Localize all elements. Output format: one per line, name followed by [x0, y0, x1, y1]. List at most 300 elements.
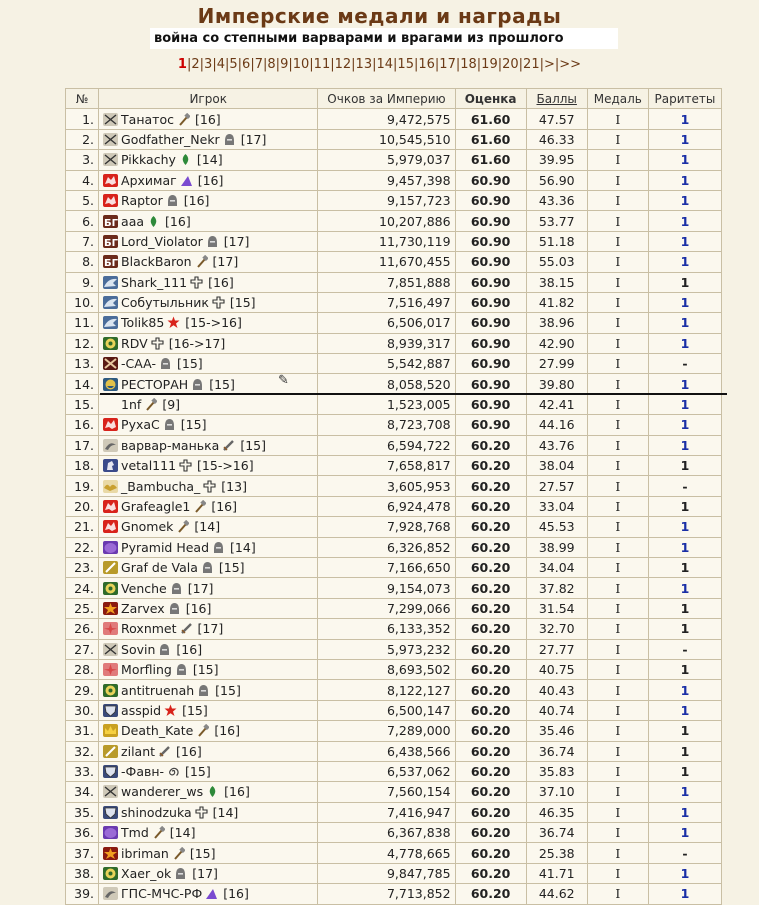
score-cell: 60.90	[455, 415, 526, 435]
score-cell: 60.20	[455, 435, 526, 455]
table-row	[66, 680, 722, 700]
player-level: [15]	[218, 560, 245, 576]
swords-clan-icon	[103, 112, 121, 127]
player-name-link[interactable]: РухаС	[121, 417, 160, 433]
rarities-cell: 1	[648, 456, 721, 476]
page-link-2[interactable]: 2	[191, 57, 200, 72]
table-row	[66, 537, 722, 557]
score-cell: 60.90	[455, 231, 526, 251]
player-name-link[interactable]: Death_Kate	[121, 723, 194, 739]
rarities-cell: 1	[648, 252, 721, 272]
balls-cell: 39.80	[526, 374, 587, 394]
rank-cell: 32.	[66, 741, 99, 761]
rank-cell: 11.	[66, 313, 99, 333]
player-name-link[interactable]: -Фавн-	[121, 764, 165, 780]
bg-clan-icon	[103, 234, 121, 249]
player-name-link[interactable]: wanderer_ws	[121, 784, 204, 800]
table-row	[66, 354, 722, 374]
rarities-cell: 1	[648, 394, 721, 414]
balls-cell: 38.96	[526, 313, 587, 333]
player-cell	[99, 782, 318, 802]
score-cell: 60.20	[455, 456, 526, 476]
page-link-17[interactable]: 17	[439, 57, 456, 72]
header-points: Очков за Империю	[318, 89, 455, 109]
player-name-link[interactable]: Собутыльник	[121, 295, 209, 311]
player-level: [14]	[194, 519, 221, 535]
score-cell: 60.20	[455, 598, 526, 618]
balls-cell: 56.90	[526, 170, 587, 190]
points-cell: 7,560,154	[318, 782, 455, 802]
qualification-divider	[100, 393, 727, 395]
hammer-icon	[169, 846, 188, 861]
medal-cell: I	[587, 150, 648, 170]
player-name-link[interactable]: Graf de Vala	[121, 560, 198, 576]
player-cell	[99, 761, 318, 781]
score-cell: 60.20	[455, 639, 526, 659]
hammer-icon	[190, 499, 209, 514]
score-cell: 60.90	[455, 190, 526, 210]
player-cell	[99, 456, 318, 476]
ranking-table	[65, 88, 722, 905]
points-cell: 7,166,650	[318, 557, 455, 577]
table-row	[66, 150, 722, 170]
points-cell: 9,472,575	[318, 109, 455, 129]
score-cell: 60.90	[455, 170, 526, 190]
page-link-11[interactable]: 11	[313, 57, 331, 72]
rank-cell: 20.	[66, 496, 99, 516]
balls-cell: 51.18	[526, 231, 587, 251]
rarities-cell: 1	[648, 761, 721, 781]
medal-cell: I	[587, 211, 648, 231]
page-link-15[interactable]: 15	[397, 57, 414, 72]
balls-cell: 27.57	[526, 476, 587, 496]
rarities-cell: 1	[648, 292, 721, 312]
player-name-link[interactable]: asspid	[121, 702, 162, 718]
shield-clan-icon	[103, 805, 121, 820]
rank-cell: 6.	[66, 211, 99, 231]
player-level: [13]	[221, 478, 247, 494]
sword-y-clan-icon	[103, 744, 121, 759]
medal-cell: I	[587, 721, 648, 741]
table-row	[66, 659, 722, 679]
player-level: [15]	[215, 682, 241, 698]
points-cell: 10,545,510	[318, 129, 455, 149]
player-level: [9]	[162, 397, 181, 413]
page-separator: |	[237, 57, 243, 72]
balls-cell: 55.03	[526, 252, 587, 272]
medal-cell: I	[587, 456, 648, 476]
header-score[interactable]: Оценка	[455, 89, 526, 109]
player-name-link[interactable]: vetal111	[121, 458, 177, 474]
score-cell: 60.20	[455, 517, 526, 537]
points-cell: 8,939,317	[318, 333, 455, 353]
rank-cell: 37.	[66, 843, 99, 863]
player-name-link[interactable]: Sovin	[121, 641, 156, 657]
player-cell	[99, 211, 318, 231]
balls-cell: 38.99	[526, 537, 587, 557]
header-balls-link[interactable]: Баллы	[536, 91, 577, 106]
table-row	[66, 211, 722, 231]
player-cell	[99, 190, 318, 210]
player-level: [16]	[165, 213, 191, 229]
page-link-20[interactable]: 20	[502, 57, 519, 72]
rank-cell: 13.	[66, 354, 99, 374]
page-link-9[interactable]: 9	[280, 57, 289, 72]
rank-cell: 36.	[66, 823, 99, 843]
balls-cell: 47.57	[526, 109, 587, 129]
table-row	[66, 863, 722, 883]
player-level: [15]	[192, 662, 219, 678]
round-clan-icon	[103, 336, 121, 351]
player-name-link[interactable]: Zarvex	[121, 600, 165, 616]
player-name-link[interactable]: aaa	[121, 213, 145, 229]
player-cell	[99, 109, 318, 129]
table-row	[66, 721, 722, 741]
page-last-link[interactable]: >>	[559, 57, 582, 72]
medal-cell: I	[587, 394, 648, 414]
medal-cell: I	[587, 843, 648, 863]
swords-clan-icon	[103, 132, 121, 147]
rank-cell: 5.	[66, 190, 99, 210]
score-cell: 60.20	[455, 761, 526, 781]
score-cell: 60.90	[455, 374, 526, 394]
quill-mark-icon: ✎	[278, 373, 289, 388]
crown-clan-icon	[103, 723, 121, 738]
sword-y-clan-icon	[103, 560, 121, 575]
player-cell	[99, 394, 318, 414]
header-balls[interactable]	[526, 89, 587, 109]
medal-cell: I	[587, 190, 648, 210]
player-name-link[interactable]: Pyramid Head	[121, 539, 210, 555]
cross-x-clan-icon	[103, 356, 121, 371]
medal-cell: I	[587, 578, 648, 598]
beast-clan-icon	[103, 193, 121, 208]
page-separator: |	[212, 57, 217, 72]
balls-cell: 53.77	[526, 211, 587, 231]
player-name-link[interactable]: Venche	[121, 580, 167, 596]
page-link-6[interactable]: 6	[242, 57, 251, 72]
player-cell	[99, 884, 318, 904]
round-clan-icon	[103, 581, 121, 596]
table-row	[66, 313, 722, 333]
points-cell: 9,457,398	[318, 170, 455, 190]
player-level: [17]	[240, 131, 267, 147]
player-cell	[99, 313, 318, 333]
table-row	[66, 598, 722, 618]
medal-cell: I	[587, 639, 648, 659]
page-link-4[interactable]: 4	[216, 57, 225, 72]
points-cell: 5,542,887	[318, 354, 455, 374]
page-separator: |	[554, 57, 560, 72]
points-cell: 8,723,708	[318, 415, 455, 435]
medal-cell: I	[587, 272, 648, 292]
header-medal: Медаль	[587, 89, 648, 109]
score-cell: 60.20	[455, 863, 526, 883]
player-name-link[interactable]: Gnomek	[121, 519, 174, 535]
rank-cell: 35.	[66, 802, 99, 822]
table-row	[66, 639, 722, 659]
balls-cell: 43.36	[526, 190, 587, 210]
header-num: №	[66, 89, 99, 109]
player-level: [14]	[169, 825, 196, 841]
player-name-link[interactable]: BlackBaron	[121, 254, 192, 270]
player-cell	[99, 170, 318, 190]
page-next-link[interactable]: >	[543, 57, 555, 72]
medal-cell: I	[587, 782, 648, 802]
player-name-link[interactable]: 1nf	[121, 397, 142, 413]
player-name-link[interactable]: варвар-манька	[121, 437, 220, 453]
player-cell	[99, 619, 318, 639]
table-row	[66, 761, 722, 781]
page-separator: |	[250, 57, 255, 72]
table-row	[66, 415, 722, 435]
player-name-link[interactable]: ГПС-МЧС-РФ	[121, 886, 203, 902]
balls-cell: 46.33	[526, 129, 587, 149]
player-name-link[interactable]: Grafeagle1	[121, 499, 191, 514]
rarities-cell: 1	[648, 884, 721, 904]
page-link-21[interactable]: 21	[523, 57, 540, 72]
player-name-link[interactable]: Shark_111	[121, 274, 188, 290]
rarities-cell: 1	[648, 435, 721, 455]
rank-cell: 39.	[66, 884, 99, 904]
points-cell: 6,594,722	[318, 435, 455, 455]
leaf-icon	[144, 214, 163, 229]
rank-cell: 34.	[66, 782, 99, 802]
balls-cell: 27.77	[526, 639, 587, 659]
shield-clan-icon	[103, 764, 121, 779]
page-link-3[interactable]: 3	[204, 57, 213, 72]
helm-icon	[167, 581, 186, 596]
rank-cell: 23.	[66, 557, 99, 577]
player-name-link[interactable]: zilant	[121, 743, 156, 759]
page-separator: |	[539, 57, 544, 72]
rank-cell: 31.	[66, 721, 99, 741]
medal-cell: I	[587, 170, 648, 190]
page-separator: |	[309, 57, 314, 72]
points-cell: 6,500,147	[318, 700, 455, 720]
medal-cell: I	[587, 435, 648, 455]
player-level: [15->16]	[185, 315, 242, 331]
page-link-13[interactable]: 13	[355, 57, 373, 72]
score-cell: 60.90	[455, 313, 526, 333]
spiral-icon	[164, 764, 183, 779]
page-link-8[interactable]: 8	[267, 57, 276, 72]
rank-cell: 15.	[66, 394, 99, 414]
rank-cell: 38.	[66, 863, 99, 883]
rarities-cell: 1	[648, 211, 721, 231]
medal-cell: I	[587, 823, 648, 843]
score-cell: 60.90	[455, 292, 526, 312]
player-cell	[99, 354, 318, 374]
balls-cell: 36.74	[526, 823, 587, 843]
score-cell: 60.90	[455, 272, 526, 292]
dragon-clan-icon	[103, 295, 121, 310]
balls-cell: 45.53	[526, 517, 587, 537]
burst-clan-icon	[103, 601, 121, 616]
player-cell	[99, 272, 318, 292]
helm-icon	[203, 234, 222, 249]
player-level: [16]	[208, 274, 234, 290]
player-cell	[99, 252, 318, 272]
page-link-10[interactable]: 10	[292, 57, 310, 72]
rank-cell: 1.	[66, 109, 99, 129]
round-clan-icon	[103, 683, 121, 698]
points-cell: 9,157,723	[318, 190, 455, 210]
table-row	[66, 394, 722, 414]
rank-cell: 4.	[66, 170, 99, 190]
points-cell: 5,979,037	[318, 150, 455, 170]
player-level: [16]	[224, 784, 250, 800]
player-name-link[interactable]: antitruenah	[121, 682, 195, 698]
page-link-5[interactable]: 5	[229, 57, 238, 72]
balls-cell: 35.83	[526, 761, 587, 781]
balls-cell: 41.71	[526, 863, 587, 883]
player-cell	[99, 741, 318, 761]
player-name-link[interactable]: Архимаг	[121, 172, 177, 188]
helm-icon	[165, 601, 184, 616]
helm-icon	[171, 866, 190, 881]
player-level: [16]	[185, 600, 212, 616]
medal-cell: I	[587, 557, 648, 577]
player-level: [16]	[197, 172, 224, 188]
balls-cell: 44.16	[526, 415, 587, 435]
player-name-link[interactable]: Lord_Violator	[121, 233, 203, 249]
player-cell	[99, 292, 318, 312]
player-name-link[interactable]: Танатос	[121, 111, 174, 127]
player-cell	[99, 517, 318, 537]
page-link-19[interactable]: 19	[481, 57, 498, 72]
medal-cell: I	[587, 802, 648, 822]
rarities-cell: -	[648, 843, 721, 863]
swords-clan-icon	[103, 152, 121, 167]
rarities-cell: -	[648, 639, 721, 659]
swords-clan-icon	[103, 642, 121, 657]
rarities-cell: -	[648, 476, 721, 496]
player-name-link[interactable]: -CAA-	[121, 356, 156, 372]
player-level: [14]	[196, 152, 223, 168]
player-name-link[interactable]: Xaer_ok	[121, 866, 172, 882]
table-row	[66, 190, 722, 210]
page-subtitle: война со степными варварами и врагами из прошлого	[150, 28, 618, 49]
rank-cell: 21.	[66, 517, 99, 537]
rarities-cell: 1	[648, 496, 721, 516]
shuriken-clan-icon	[103, 662, 121, 677]
player-cell	[99, 129, 318, 149]
score-cell: 60.20	[455, 823, 526, 843]
beast-clan-icon	[103, 173, 121, 188]
player-name-link[interactable]: Raptor	[121, 193, 163, 209]
table-row	[66, 435, 722, 455]
helm-icon	[194, 683, 213, 698]
player-name-link[interactable]: _Bambucha_	[121, 478, 201, 494]
score-cell: 60.20	[455, 619, 526, 639]
sword-icon	[219, 438, 238, 453]
points-cell: 11,670,455	[318, 252, 455, 272]
rank-cell: 18.	[66, 456, 99, 476]
table-row	[66, 456, 722, 476]
cross-icon	[200, 479, 219, 494]
player-level: [16->17]	[168, 335, 226, 351]
table-row	[66, 557, 722, 577]
rarities-cell: 1	[648, 721, 721, 741]
rarities-cell: 1	[648, 782, 721, 802]
player-name-link[interactable]: Pikkachy	[121, 152, 176, 168]
rank-cell: 2.	[66, 129, 99, 149]
player-name-link[interactable]: RDV	[121, 335, 148, 351]
page-separator: |	[434, 57, 440, 72]
shuriken-clan-icon	[103, 621, 121, 636]
page-separator: |	[186, 57, 192, 72]
page-link-14[interactable]: 14	[376, 57, 394, 72]
player-level: [15]	[209, 376, 235, 392]
rarities-cell: 1	[648, 741, 721, 761]
table-row	[66, 496, 722, 516]
page-link-12[interactable]: 12	[334, 57, 352, 72]
player-name-link[interactable]: Godfather_Nekr	[121, 131, 220, 147]
rarities-cell: 1	[648, 537, 721, 557]
player-name-link[interactable]: Morfling	[121, 662, 172, 678]
score-cell: 60.20	[455, 721, 526, 741]
player-name-link[interactable]: РЕСТОРАН	[121, 376, 189, 392]
page-link-18[interactable]: 18	[460, 57, 477, 72]
player-level: [16]	[183, 193, 210, 209]
rarities-cell: 1	[648, 598, 721, 618]
player-name-link[interactable]: Tolik85	[121, 315, 165, 331]
helm-icon	[160, 417, 179, 432]
page-separator: |	[288, 57, 293, 72]
points-cell: 7,658,817	[318, 456, 455, 476]
svg-text:БГ: БГ	[104, 217, 119, 228]
table-row	[66, 231, 722, 251]
leaf-icon	[203, 784, 222, 799]
page-link-7[interactable]: 7	[254, 57, 263, 72]
page-link-16[interactable]: 16	[418, 57, 435, 72]
balls-cell: 31.54	[526, 598, 587, 618]
medal-cell: I	[587, 863, 648, 883]
page-title: Имперские медали и награды	[197, 4, 562, 28]
player-name-link[interactable]: shinodzuka	[121, 804, 192, 820]
page-separator: |	[372, 57, 377, 72]
helm-icon	[155, 642, 174, 657]
medal-cell: I	[587, 374, 648, 394]
player-level: [15]	[229, 295, 256, 311]
player-level: [17]	[197, 621, 224, 637]
rank-cell: 7.	[66, 231, 99, 251]
medal-cell: I	[587, 659, 648, 679]
balls-cell: 46.35	[526, 802, 587, 822]
player-name-link[interactable]: ibriman	[121, 845, 169, 861]
rank-cell: 30.	[66, 700, 99, 720]
player-name-link[interactable]: Tmd	[121, 825, 149, 841]
rarities-cell: 1	[648, 578, 721, 598]
score-cell: 60.20	[455, 557, 526, 577]
rarities-cell: 1	[648, 700, 721, 720]
balls-cell: 38.04	[526, 456, 587, 476]
player-level: [17]	[223, 233, 250, 249]
balls-cell: 39.95	[526, 150, 587, 170]
table-row	[66, 252, 722, 272]
hammer-icon	[193, 723, 212, 738]
helm-icon	[172, 662, 191, 677]
sword-icon	[177, 621, 196, 636]
player-name-link[interactable]: Roxnmet	[121, 621, 177, 637]
rank-cell: 33.	[66, 761, 99, 781]
rank-cell: 12.	[66, 333, 99, 353]
player-level: [15]	[176, 356, 203, 372]
player-cell	[99, 496, 318, 516]
table-row	[66, 700, 722, 720]
rank-cell: 10.	[66, 292, 99, 312]
